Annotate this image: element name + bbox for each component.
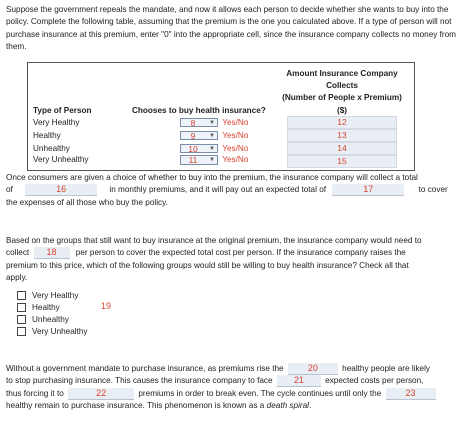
choice-value: Yes/No	[222, 155, 249, 164]
question-number-19: 19	[101, 301, 112, 311]
checkbox-option-healthy[interactable]: Healthy	[17, 302, 60, 314]
chevron-down-icon: ▼	[209, 145, 215, 152]
col3-header-line3: ($)	[336, 105, 347, 115]
checkbox[interactable]	[17, 327, 26, 336]
checkbox-option-very-unhealthy[interactable]: Very Unhealthy	[17, 326, 88, 338]
row-type: Unhealthy	[33, 144, 70, 153]
checkbox-option-very-healthy[interactable]: Very Healthy	[17, 290, 78, 302]
checkbox[interactable]	[17, 303, 26, 312]
col1-header: Type of Person	[33, 105, 92, 115]
intro-paragraph: Suppose the government repeals the mandate, and now it allows each person to decide whether she wants to buy into the policy. Complete the following table, assuming that the premium is the one you calculated above. If a type of person will not purchase insurance at this premium, enter "0" into the appropriate cell, since the insurance company collects no money from them.	[6, 5, 456, 52]
insurance-table	[27, 62, 415, 171]
blank-21-field[interactable]: 21	[277, 375, 321, 387]
checkbox[interactable]	[17, 291, 26, 300]
choice-value: Yes/No	[222, 117, 249, 127]
question-number: 10	[188, 143, 198, 154]
death-spiral-term: death spiral	[266, 401, 309, 411]
checkbox[interactable]	[17, 315, 26, 324]
chevron-down-icon: ▼	[209, 157, 215, 164]
blank-18-field[interactable]: 18	[34, 247, 70, 259]
amount-field[interactable]: 14	[287, 142, 397, 155]
chevron-down-icon: ▼	[209, 132, 215, 139]
choice-dropdown[interactable]	[180, 131, 218, 141]
col3-header-line1: Amount Insurance Company Collects	[286, 69, 398, 90]
blank-16-field[interactable]: 16	[25, 184, 97, 196]
row-type: Very Unhealthy	[33, 155, 89, 164]
amount-field[interactable]: 13	[287, 129, 397, 142]
question-number: 9	[190, 130, 196, 141]
choice-value: Yes/No	[222, 143, 249, 153]
blank-20-field[interactable]: 20	[288, 363, 338, 375]
table-row	[28, 142, 415, 155]
col3-header-line2: (Number of People x Premium)	[282, 93, 402, 102]
paragraph-collection: Once consumers are given a choice of whether to buy into the premium, the insurance company will collect a total of 16 in monthly premiums, and it will pay out an expected total of 17 to cover the expenses of all those who buy the policy.	[6, 173, 448, 207]
choice-dropdown[interactable]	[180, 144, 218, 154]
blank-22-field[interactable]: 22	[68, 388, 134, 400]
chevron-down-icon: ▼	[209, 119, 215, 126]
paragraph-premium: Based on the groups that still want to buy insurance at the original premium, the insurance company would need to collect 18 per person to cover the expected total cost per person. If the insurance company raises the premium to this price, which of the following groups would still be willing to buy health insurance? Check all that apply.	[6, 236, 422, 283]
choice-dropdown[interactable]	[180, 118, 218, 128]
amount-field[interactable]: 12	[287, 116, 397, 129]
row-type: Very Healthy	[33, 118, 80, 127]
row-type: Healthy	[33, 131, 61, 140]
table-row	[28, 116, 415, 129]
blank-23-field[interactable]: 23	[386, 388, 436, 400]
col2-header: Chooses to buy health insurance?	[132, 105, 266, 115]
table-row	[28, 155, 415, 170]
amount-field[interactable]: 15	[287, 155, 397, 168]
choice-dropdown[interactable]	[180, 155, 218, 165]
question-number: 8	[190, 117, 196, 128]
blank-17-field[interactable]: 17	[332, 184, 404, 196]
checkbox-option-unhealthy[interactable]: Unhealthy	[17, 314, 69, 326]
choice-value: Yes/No	[222, 130, 249, 140]
question-number: 11	[188, 155, 198, 166]
table-row	[28, 129, 415, 142]
paragraph-death-spiral: Without a government mandate to purchase insurance, as premiums rise the 20 healthy people are likely to stop purchasing insurance. This causes the insurance company to face 21 expected costs per person, thus forcing it to 22 premiums in order to break even. The cycle continues until only the 23 healthy remain to purchase insurance. This phenomenon is known as a death spiral.	[6, 363, 468, 413]
